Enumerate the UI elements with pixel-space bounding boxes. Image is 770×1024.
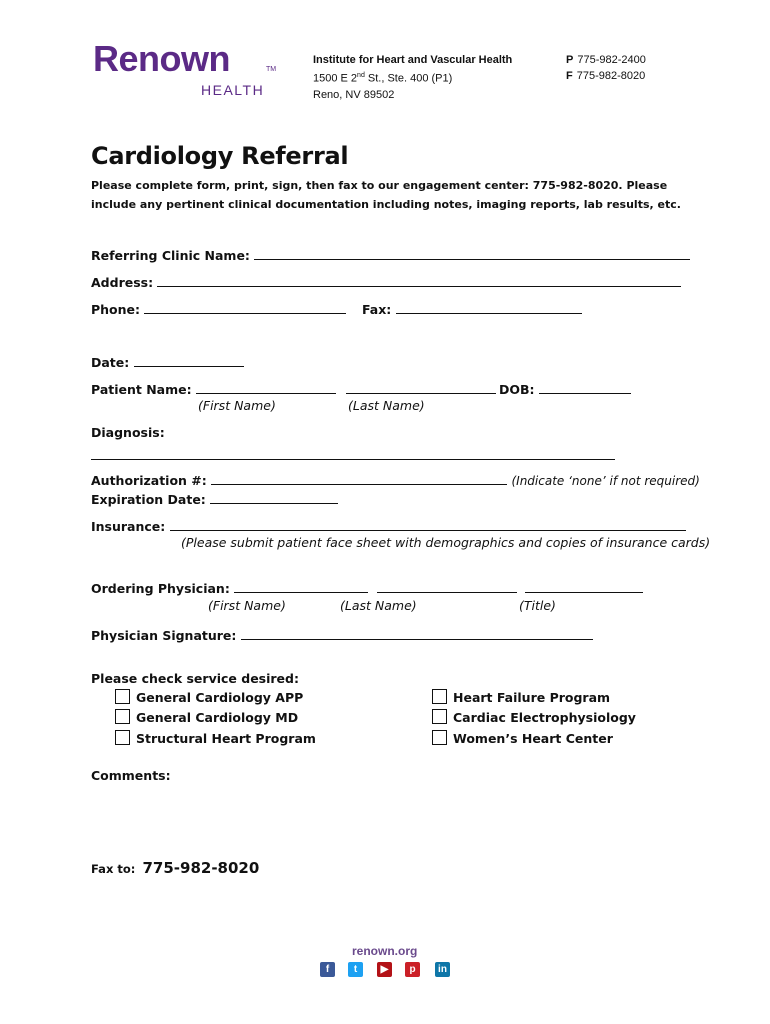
fax-field[interactable] (396, 299, 582, 314)
service-general-cardiology-app: General Cardiology APP (136, 690, 304, 705)
logo-trademark: TM (266, 66, 277, 73)
comments-area[interactable] (91, 790, 671, 840)
ordering-physician-row (91, 578, 643, 596)
phone-field[interactable] (144, 299, 346, 314)
physician-last-name-hint: (Last Name) (340, 598, 417, 613)
twitter-icon[interactable]: t (348, 962, 363, 977)
website-link[interactable]: renown.org (352, 944, 418, 958)
page-title: Cardiology Referral (91, 142, 349, 170)
service-heart-failure: Heart Failure Program (453, 690, 611, 705)
referring-clinic-field[interactable] (254, 245, 690, 260)
authorization-field[interactable] (211, 470, 507, 485)
checkbox-structural-heart[interactable] (115, 730, 130, 745)
institute-name: Institute for Heart and Vascular Health (313, 54, 513, 66)
fax-to-number: 775-982-8020 (142, 859, 260, 877)
fax-label: Fax: (362, 302, 392, 317)
patient-name-label: Patient Name: (91, 382, 192, 397)
dob-field[interactable] (539, 379, 631, 394)
physician-first-name-hint: (First Name) (208, 598, 286, 613)
patient-last-name-hint: (Last Name) (348, 398, 425, 413)
authorization-label: Authorization #: (91, 473, 207, 488)
referring-clinic-row (91, 245, 690, 263)
service-electrophysiology: Cardiac Electrophysiology (453, 710, 636, 725)
dob-row (499, 379, 631, 397)
authorization-row (91, 470, 700, 488)
phone-label: Phone: (91, 302, 141, 317)
facebook-icon[interactable]: f (320, 962, 335, 977)
insurance-field[interactable] (170, 516, 686, 531)
renown-logo: Renown (93, 38, 230, 79)
physician-title-hint: (Title) (519, 598, 556, 613)
patient-first-name-hint: (First Name) (198, 398, 276, 413)
fax-to-label: Fax to: (91, 862, 136, 876)
physician-title-field[interactable] (525, 578, 643, 593)
address-label: Address: (91, 275, 154, 290)
address-line-1: 1500 E 2nd St., Ste. 400 (P1) (313, 72, 453, 85)
address-line-2: Reno, NV 89502 (313, 88, 395, 101)
service-structural-heart: Structural Heart Program (136, 731, 316, 746)
phone-number: P 775-982-2400 (566, 54, 646, 66)
linkedin-icon[interactable]: in (435, 962, 450, 977)
service-general-cardiology-md: General Cardiology MD (136, 710, 299, 725)
date-label: Date: (91, 355, 130, 370)
patient-last-name-field[interactable] (346, 379, 496, 394)
physician-last-name-field[interactable] (377, 578, 517, 593)
date-field[interactable] (134, 352, 244, 367)
date-row (91, 352, 244, 370)
youtube-icon[interactable]: ▶ (377, 962, 392, 977)
checkbox-general-cardiology-md[interactable] (115, 709, 130, 724)
diagnosis-field[interactable] (91, 445, 615, 460)
intro-text: Please complete form, print, sign, then fax to our engagement center: 775-982-8020. Please include any pertinent clinical documentation including notes, imaging reports, lab results, etc. (91, 179, 681, 211)
contact-numbers (566, 52, 646, 84)
checkbox-electrophysiology[interactable] (432, 709, 447, 724)
fax-to-row (91, 858, 259, 877)
address-field[interactable] (157, 272, 681, 287)
logo-health: HEALTH (201, 82, 265, 98)
insurance-label: Insurance: (91, 519, 166, 534)
expiration-row (91, 489, 338, 507)
ordering-physician-label: Ordering Physician: (91, 581, 230, 596)
checkbox-heart-failure[interactable] (432, 689, 447, 704)
diagnosis-label: Diagnosis: (91, 425, 165, 440)
services-heading: Please check service desired: (91, 671, 299, 686)
signature-label: Physician Signature: (91, 628, 237, 643)
authorization-hint: (Indicate ‘none’ if not required) (511, 474, 700, 488)
fax-number: F 775-982-8020 (566, 70, 646, 82)
fax-row (362, 299, 582, 317)
expiration-label: Expiration Date: (91, 492, 206, 507)
signature-field[interactable] (241, 625, 593, 640)
service-womens-heart: Women’s Heart Center (453, 731, 613, 746)
institute-address (313, 52, 512, 103)
signature-row (91, 625, 593, 643)
comments-label: Comments: (91, 768, 171, 783)
address-row (91, 272, 681, 290)
physician-first-name-field[interactable] (234, 578, 368, 593)
dob-label: DOB: (499, 382, 535, 397)
referring-clinic-label: Referring Clinic Name: (91, 248, 250, 263)
pinterest-icon[interactable]: p (405, 962, 420, 977)
patient-name-row (91, 379, 496, 397)
checkbox-womens-heart[interactable] (432, 730, 447, 745)
checkbox-general-cardiology-app[interactable] (115, 689, 130, 704)
phone-row (91, 299, 346, 317)
expiration-field[interactable] (210, 489, 338, 504)
insurance-row (91, 516, 686, 534)
insurance-hint: (Please submit patient face sheet with demographics and copies of insurance cards) (181, 535, 711, 550)
patient-first-name-field[interactable] (196, 379, 336, 394)
